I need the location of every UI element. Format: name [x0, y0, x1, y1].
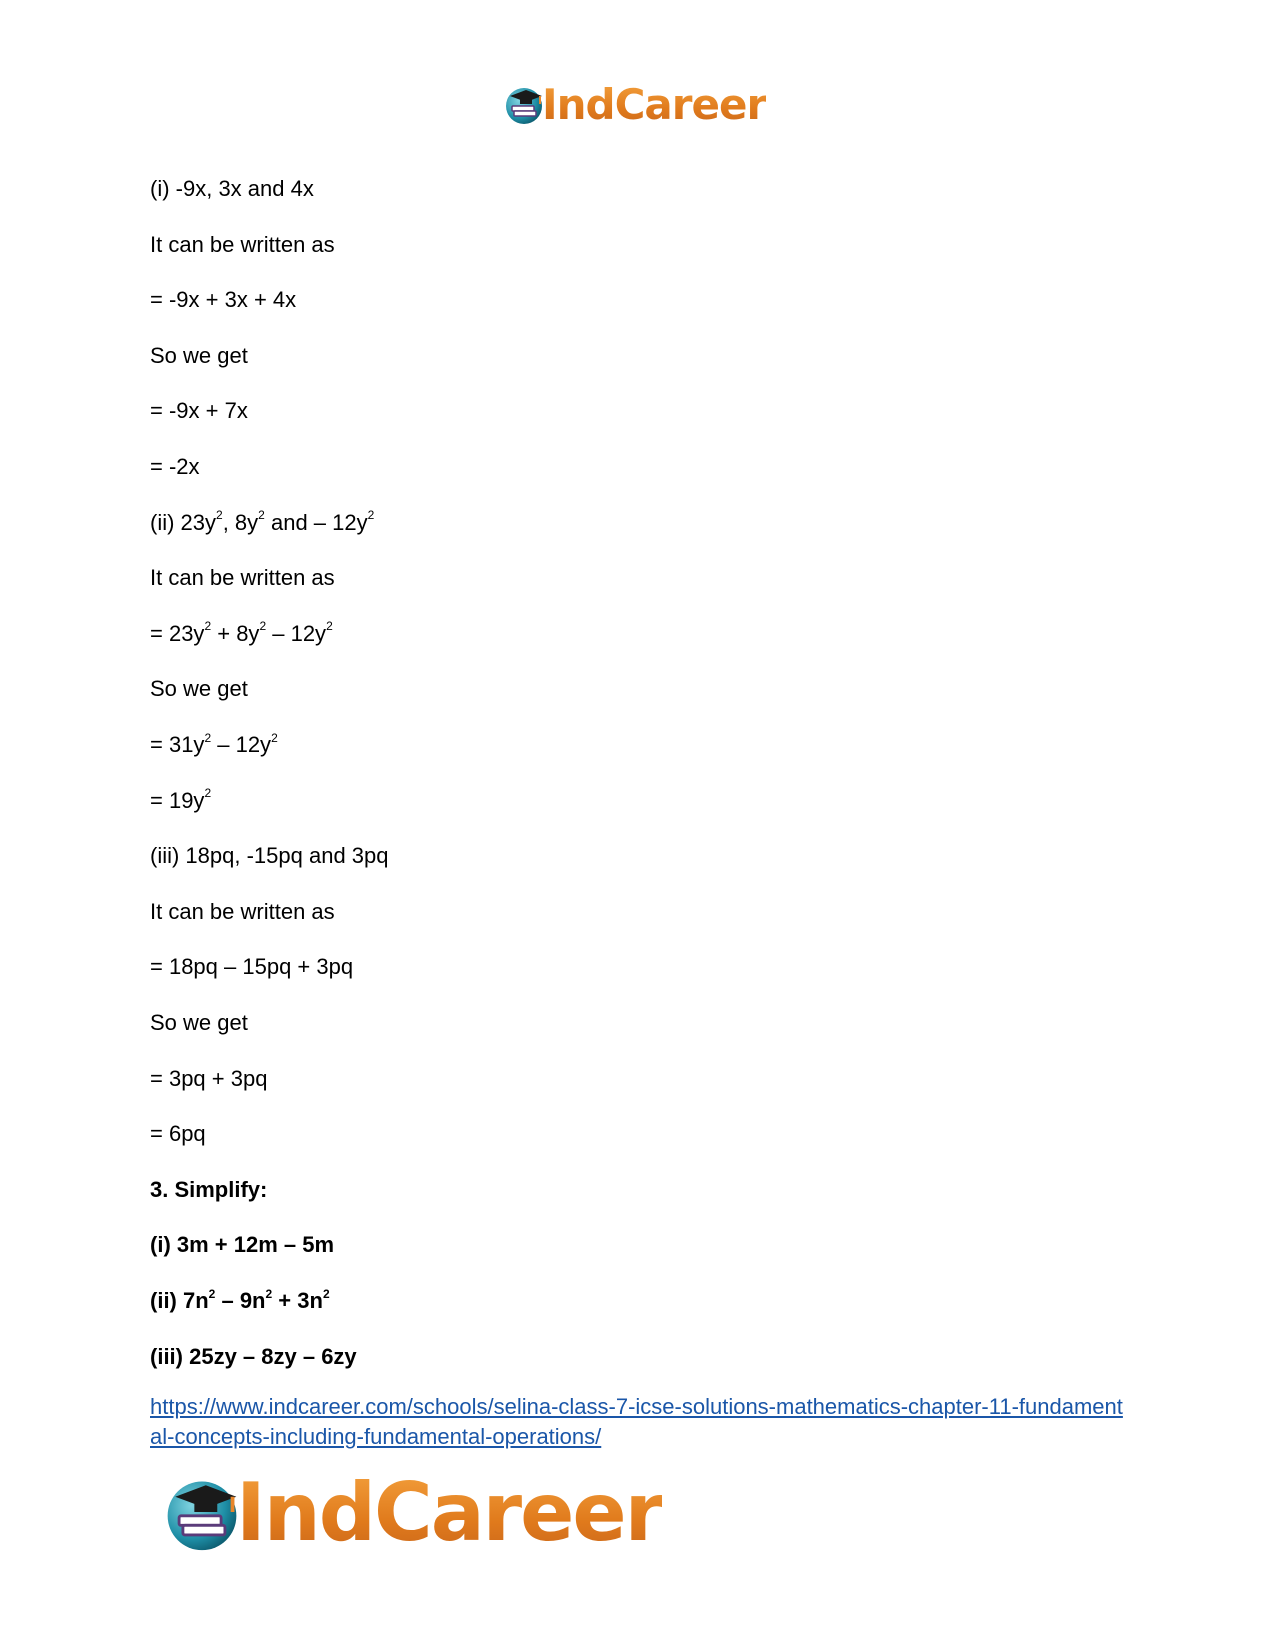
superscript: 2	[265, 1286, 273, 1301]
text-run: + 8y	[211, 620, 260, 646]
text-line: It can be written as	[150, 898, 335, 924]
text-run: = 19y	[150, 787, 205, 813]
text-line: 3. Simplify:	[150, 1176, 268, 1202]
text-line: = -9x + 3x + 4x	[150, 287, 297, 313]
superscript: 2	[216, 508, 223, 523]
graduation-cap-book-globe-icon	[160, 1470, 244, 1554]
footer-logo	[160, 1462, 662, 1562]
text-line: It can be written as	[150, 565, 335, 591]
superscript: 2	[271, 730, 278, 745]
text-line: = 6pq	[150, 1121, 206, 1147]
superscript: 2	[204, 786, 212, 801]
text-run: – 12y	[211, 732, 272, 757]
text-run: (ii) 7n	[150, 1288, 209, 1313]
text-run: (ii) 23y	[150, 509, 217, 535]
text-line: = -9x + 7x	[150, 398, 248, 424]
text-run: = 31y	[150, 732, 205, 757]
text-line: So we get	[150, 1010, 248, 1035]
text-line	[150, 1288, 330, 1314]
superscript: 2	[258, 508, 265, 523]
text-line: = 3pq + 3pq	[150, 1065, 268, 1091]
superscript: 2	[326, 619, 333, 634]
text-line: = 18pq – 15pq + 3pq	[150, 954, 354, 980]
text-line: (i) -9x, 3x and 4x	[150, 176, 314, 201]
text-line	[150, 510, 374, 536]
superscript: 2	[204, 730, 212, 745]
graduation-cap-book-globe-icon	[502, 82, 546, 126]
text-run: – 12y	[266, 620, 327, 646]
text-run: – 9n	[215, 1288, 266, 1313]
text-run: , 8y	[222, 509, 259, 535]
superscript: 2	[322, 1286, 330, 1301]
text-line: (iii) 18pq, -15pq and 3pq	[150, 843, 389, 869]
superscript: 2	[259, 619, 267, 634]
header-logo	[502, 76, 766, 132]
text-line: = -2x	[150, 454, 200, 479]
text-line: (i) 3m + 12m – 5m	[150, 1232, 335, 1258]
superscript: 2	[204, 619, 212, 634]
header-logo-text: IndCareer	[542, 79, 767, 129]
text-line: (iii) 25zy – 8zy – 6zy	[150, 1343, 357, 1369]
text-run: + 3n	[272, 1288, 323, 1313]
text-line	[150, 732, 278, 758]
text-line: It can be written as	[150, 231, 335, 257]
text-run: and – 12y	[264, 509, 368, 535]
source-link[interactable]: https://www.indcareer.com/schools/selina-class-7-icse-solutions-mathematics-chapter-11-fundamental-concepts-including-fundamental-operations/	[150, 1394, 1123, 1449]
text-line: So we get	[150, 342, 248, 368]
superscript: 2	[367, 508, 375, 523]
footer-logo-text: IndCareer	[236, 1465, 663, 1559]
text-line: So we get	[150, 676, 248, 702]
text-line	[150, 621, 333, 647]
text-run: = 23y	[150, 620, 205, 646]
superscript: 2	[208, 1286, 216, 1301]
text-line	[150, 788, 211, 814]
